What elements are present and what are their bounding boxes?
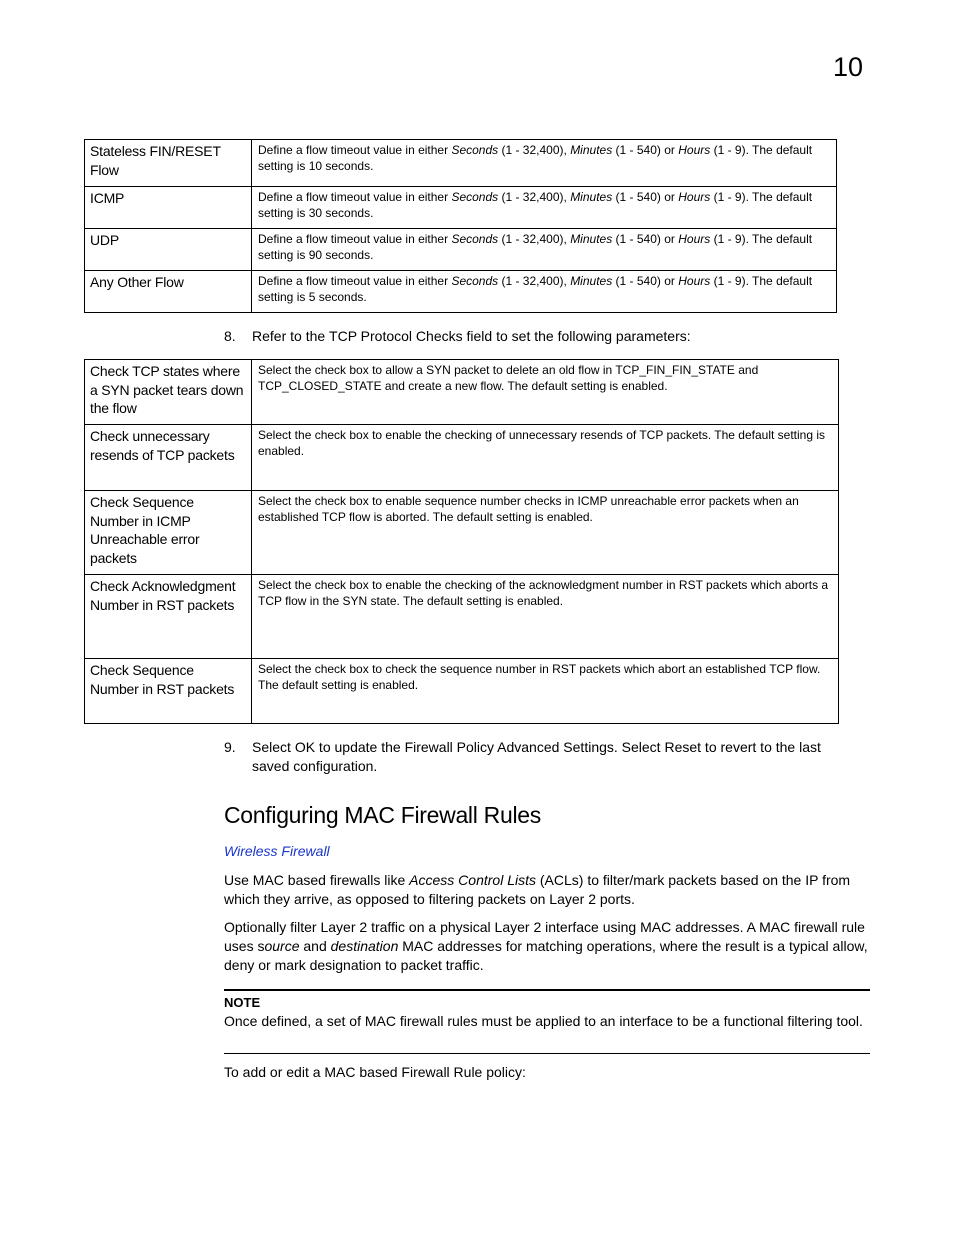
table-row bbox=[85, 140, 837, 187]
table-row bbox=[85, 575, 839, 659]
step-text: Refer to the TCP Protocol Checks field to set the following parameters: bbox=[252, 328, 691, 344]
table-row bbox=[85, 425, 839, 491]
parameter-description: Define a flow timeout value in either Seconds (1 - 32,400), Minutes (1 - 540) or Hours (1 - 9). The default setting is 5 seconds. bbox=[252, 271, 837, 313]
parameter-name: Check unnecessary resends of TCP packets bbox=[85, 425, 252, 491]
emphasis: Minutes bbox=[570, 143, 613, 157]
emphasis: Seconds bbox=[451, 143, 499, 157]
parameter-description: Select the check box to enable the checking of the acknowledgment number in RST packets which aborts a TCP flow in the SYN state. The default setting is enabled. bbox=[252, 575, 839, 659]
emphasis: Seconds bbox=[451, 274, 499, 288]
emphasis: ource bbox=[264, 938, 300, 954]
emphasis: Minutes bbox=[570, 274, 613, 288]
step-number: 8. bbox=[224, 328, 236, 344]
emphasis: Minutes bbox=[570, 190, 613, 204]
table-row bbox=[85, 491, 839, 575]
closing-paragraph: To add or edit a MAC based Firewall Rule policy: bbox=[224, 1064, 526, 1080]
chapter-number: 10 bbox=[832, 52, 864, 82]
parameter-name: Check Acknowledgment Number in RST packets bbox=[85, 575, 252, 659]
emphasis: Seconds bbox=[451, 232, 499, 246]
emphasis: Minutes bbox=[570, 232, 613, 246]
flow-timeout-table bbox=[84, 139, 837, 313]
parameter-name: Check TCP states where a SYN packet tears down the flow bbox=[85, 360, 252, 425]
parameter-description: Define a flow timeout value in either Seconds (1 - 32,400), Minutes (1 - 540) or Hours (1 - 9). The default setting is 10 seconds. bbox=[252, 140, 837, 187]
note-text: Once defined, a set of MAC firewall rules must be applied to an interface to be a functional filtering tool. bbox=[224, 1013, 863, 1029]
emphasis: Hours bbox=[678, 274, 711, 288]
step-number: 9. bbox=[224, 739, 236, 755]
emphasis: destination bbox=[330, 938, 399, 954]
ui-label: Reset bbox=[664, 739, 702, 755]
parameter-name: UDP bbox=[85, 229, 252, 271]
parameter-description: Define a flow timeout value in either Seconds (1 - 32,400), Minutes (1 - 540) or Hours (1 - 9). The default setting is 90 seconds. bbox=[252, 229, 837, 271]
emphasis: Seconds bbox=[451, 190, 499, 204]
note-label: NOTE bbox=[224, 995, 261, 1010]
wireless-firewall-link[interactable]: Wireless Firewall bbox=[224, 843, 330, 859]
section-title: Configuring MAC Firewall Rules bbox=[224, 802, 541, 828]
tcp-protocol-checks-table bbox=[84, 359, 839, 724]
ui-label: OK bbox=[294, 739, 316, 755]
table-row bbox=[85, 271, 837, 313]
intro-paragraph: Use MAC based firewalls like Access Control Lists (ACLs) to filter/mark packets based on the IP from which they arrive, as opposed to filtering packets on Layer 2 ports. bbox=[224, 872, 851, 907]
parameter-name: Check Sequence Number in ICMP Unreachable error packets bbox=[85, 491, 252, 575]
step-text: Select OK to update the Firewall Policy Advanced Settings. Select Reset to revert to the last saved configuration. bbox=[252, 739, 821, 774]
parameter-name: Check Sequence Number in RST packets bbox=[85, 659, 252, 724]
emphasis: Hours bbox=[678, 190, 711, 204]
parameter-name: ICMP bbox=[85, 187, 252, 229]
parameter-description: Select the check box to allow a SYN packet to delete an old flow in TCP_FIN_FIN_STATE and TCP_CLOSED_STATE and create a new flow. The default setting is enabled. bbox=[252, 360, 839, 425]
emphasis: Hours bbox=[678, 232, 711, 246]
parameter-description: Define a flow timeout value in either Seconds (1 - 32,400), Minutes (1 - 540) or Hours (1 - 9). The default setting is 30 seconds. bbox=[252, 187, 837, 229]
parameter-description: Select the check box to check the sequence number in RST packets which abort an established TCP flow. The default setting is enabled. bbox=[252, 659, 839, 724]
table-row bbox=[85, 187, 837, 229]
parameter-description: Select the check box to enable the checking of unnecessary resends of TCP packets. The default setting is enabled. bbox=[252, 425, 839, 491]
table-row bbox=[85, 229, 837, 271]
note-box bbox=[224, 989, 870, 1054]
emphasis: Access Control Lists bbox=[409, 872, 536, 888]
table-row bbox=[85, 659, 839, 724]
filter-paragraph: Optionally filter Layer 2 traffic on a physical Layer 2 interface using MAC addresses. A MAC firewall rule uses source and destination MAC addresses for matching operations, where the result is a typical allow, deny or mark designation to packet traffic. bbox=[224, 919, 868, 973]
emphasis: Hours bbox=[678, 143, 711, 157]
parameter-name: Stateless FIN/RESET Flow bbox=[85, 140, 252, 187]
ui-label: TCP Protocol Checks bbox=[329, 328, 463, 344]
table-row bbox=[85, 360, 839, 425]
parameter-name: Any Other Flow bbox=[85, 271, 252, 313]
parameter-description: Select the check box to enable sequence number checks in ICMP unreachable error packets when an established TCP flow is aborted. The default setting is enabled. bbox=[252, 491, 839, 575]
